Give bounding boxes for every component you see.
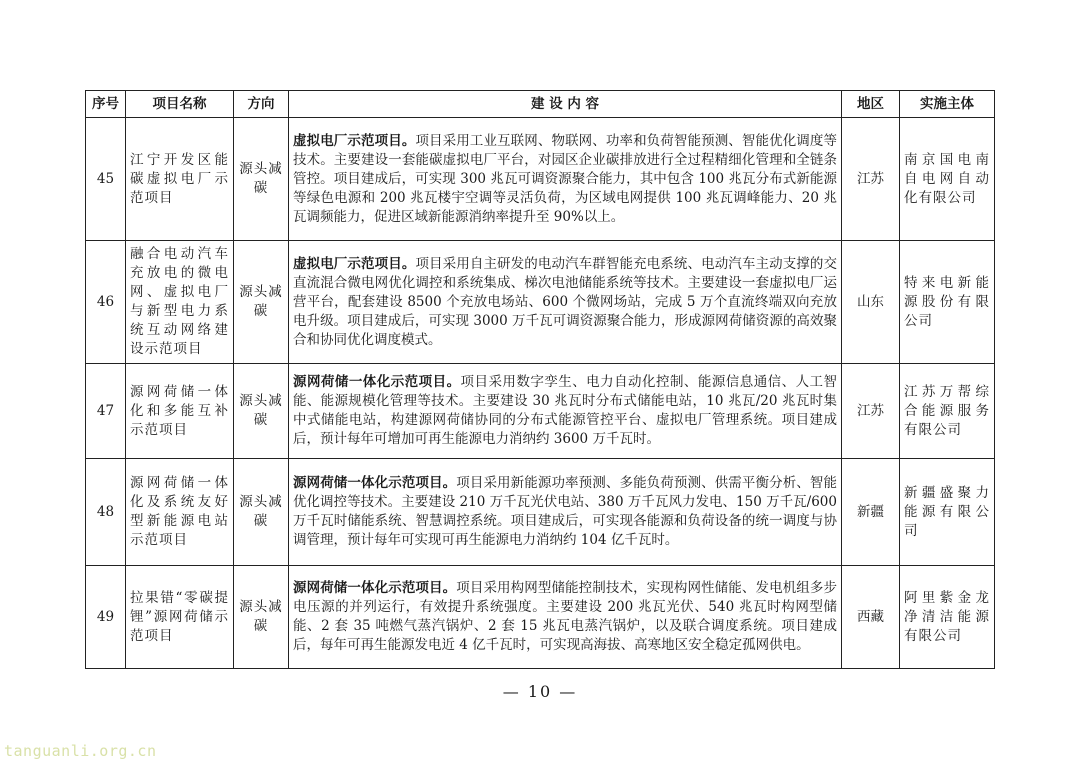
row-content-title: 源网荷储一体化示范项目。 [293,580,457,596]
header-content: 建 设 内 容 [289,91,842,118]
row-content-title: 虚拟电厂示范项目。 [293,132,416,149]
header-region: 地区 [842,91,900,118]
row-project-name: 拉果错“零碳提锂”源网荷储示范项目 [126,566,234,669]
row-region: 新疆 [842,459,900,566]
row-content-body: 项目采用工业互联网、物联网、功率和负荷智能预测、智能优化调度等技术。主要建设一套能碳虚拟电厂平台，对园区企业碳排放进行全过程精细化管理和全链条管控。项目建成后，可实现 300 兆瓦可调资源聚合能力，其中包含 100 兆瓦分布式新能源等绿色电源和 200 兆瓦楼宇空调等灵活负荷，为区域电网提供 100 兆瓦调峰能力、20 兆瓦调频能力，促进区域新能源消纳率提升至 90%以上。 [293,132,838,225]
row-entity: 江苏万帮综合能源服务有限公司 [900,364,995,459]
watermark: tanguanli.org.cn [4,742,157,760]
row-content-body: 项目采用数字孪生、电力自动化控制、能源信息通信、人工智能、能源规模化管理等技术。主要建设 30 兆瓦时分布式储能电站，10 兆瓦/20 兆瓦时集中式储能电站，构建源网荷储协同的分布式能源管控平台、虚拟电厂管理系统。项目建成后，预计每年可增加可再生能源电力消纳约 3600 万千瓦时。 [293,374,838,447]
row-content-body: 项目采用自主研发的电动汽车群智能充电系统、电动汽车主动支撑的交直流混合微电网优化调控和系统集成、梯次电池储能系统等技术。主要建设一套虚拟电厂运营平台，配套建设 8500 个充放电场站、600 个微网场站，完成 5 万个直流终端双向充放电升级。项目建成后，可实现 3000 万千瓦可调资源聚合能力，形成源网荷储资源的高效聚合和协同优化调度模式。 [293,255,838,348]
row-content-title: 虚拟电厂示范项目。 [293,255,416,272]
table-header-row [86,91,995,118]
row-entity: 南京国电南自电网自动化有限公司 [900,118,995,241]
row-region: 西藏 [842,566,900,669]
row-content [289,566,842,669]
row-content [289,118,842,241]
row-content [289,364,842,459]
row-project-name: 源网荷储一体化和多能互补示范项目 [126,364,234,459]
row-direction: 源头减碳 [234,566,289,669]
row-project-name: 源网荷储一体化及系统友好型新能源电站示范项目 [126,459,234,566]
row-content-body: 项目采用新能源功率预测、多能负荷预测、供需平衡分析、智能优化调控等技术。主要建设 210 万千瓦光伏电站、380 万千瓦风力发电、150 万千瓦/600 万千瓦时储能系统、智慧调控系统。项目建成后，可实现各能源和负荷设备的统一调度与协调管理，预计每年可实现可再生能源电力消纳约 104 亿千瓦时。 [293,475,838,548]
row-region: 山东 [842,241,900,364]
row-entity: 特来电新能源股份有限公司 [900,241,995,364]
row-seq: 46 [86,241,126,364]
row-entity: 新疆盛聚力能源有限公司 [900,459,995,566]
row-seq: 45 [86,118,126,241]
row-direction: 源头减碳 [234,364,289,459]
row-project-name: 江宁开发区能碳虚拟电厂示范项目 [126,118,234,241]
row-seq: 49 [86,566,126,669]
table-row [86,241,995,364]
row-region: 江苏 [842,118,900,241]
header-name: 项目名称 [126,91,234,118]
header-seq: 序号 [86,91,126,118]
row-content [289,241,842,364]
header-direction: 方向 [234,91,289,118]
projects-table [85,90,995,669]
table-row [86,459,995,566]
row-content-title: 源网荷储一体化示范项目。 [293,475,457,491]
row-direction: 源头减碳 [234,459,289,566]
table-row [86,566,995,669]
table-row [86,364,995,459]
row-content-title: 源网荷储一体化示范项目。 [293,374,461,390]
row-content-body: 项目采用构网型储能控制技术，实现构网性储能、发电机组多步电压源的并列运行，有效提升系统强度。主要建设 200 兆瓦光伏、540 兆瓦时构网型储能、2 套 35 吨燃气蒸汽锅炉、2 套 15 兆瓦电蒸汽锅炉，以及联合调度系统。项目建成后，每年可再生能源发电近 4 亿千瓦时，可实现高海拔、高寒地区安全稳定孤网供电。 [293,580,838,653]
table-row [86,118,995,241]
row-content [289,459,842,566]
row-seq: 47 [86,364,126,459]
row-direction: 源头减碳 [234,118,289,241]
row-project-name: 融合电动汽车充放电的微电网、虚拟电厂与新型电力系统互动网络建设示范项目 [126,241,234,364]
row-entity: 阿里紫金龙净清洁能源有限公司 [900,566,995,669]
row-direction: 源头减碳 [234,241,289,364]
header-entity: 实施主体 [900,91,995,118]
row-seq: 48 [86,459,126,566]
row-region: 江苏 [842,364,900,459]
page-number: — 10 — [502,682,578,701]
